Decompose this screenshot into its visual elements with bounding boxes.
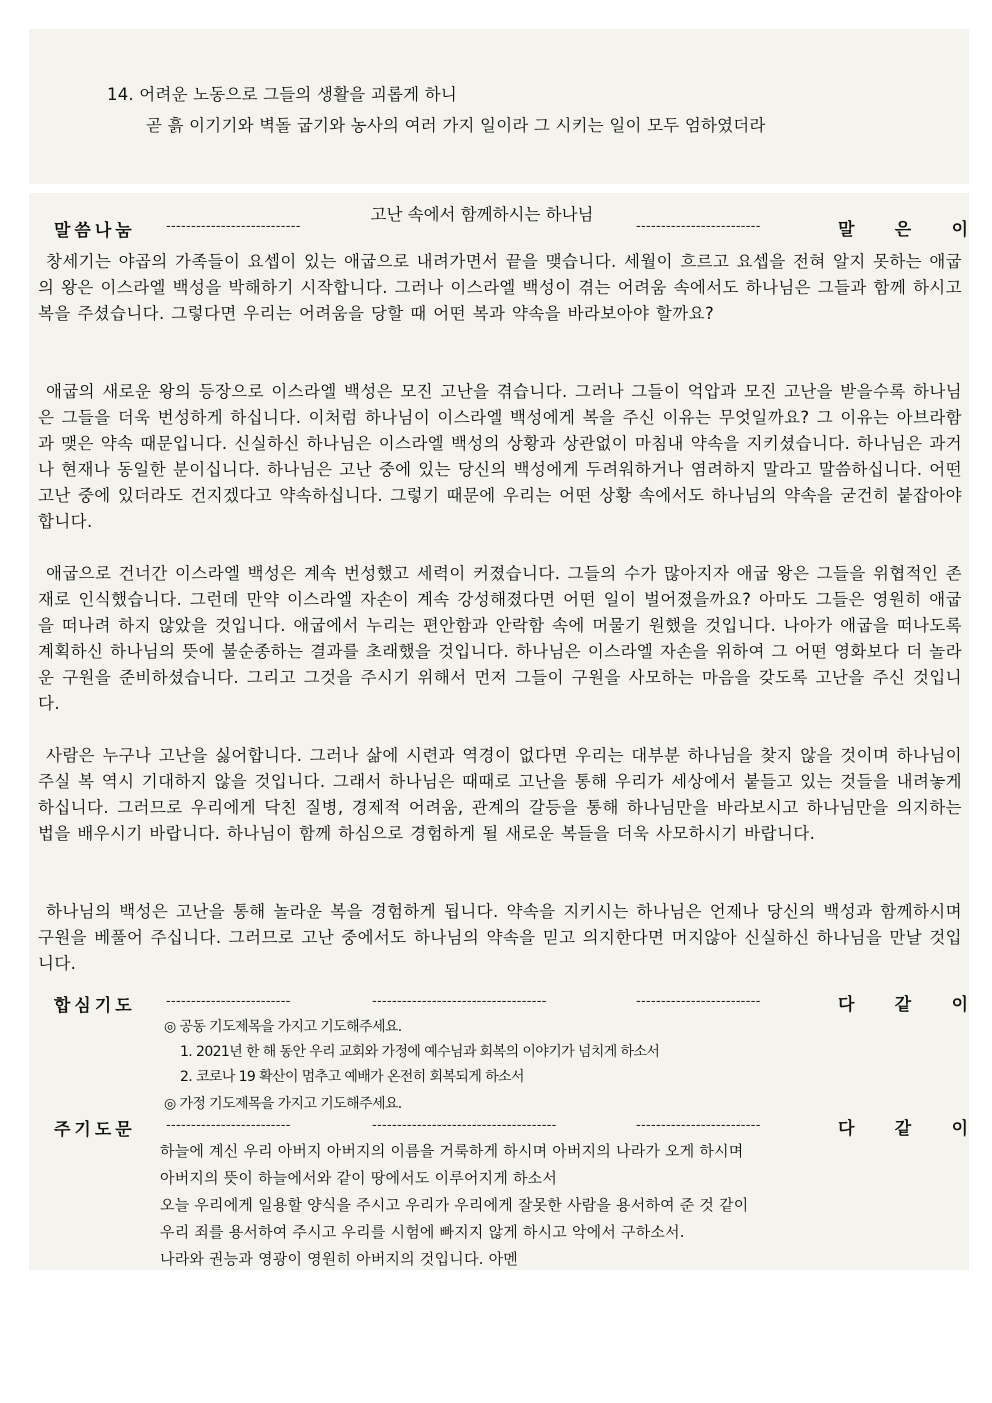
verse-line-1: 14. 어려운 노동으로 그들의 생활을 괴롭게 하니 bbox=[107, 85, 458, 104]
lords-dash-left: ------------------------- bbox=[166, 1118, 291, 1133]
prayer-item: 2. 코로나 19 확산이 멈추고 예배가 온전히 회복되게 하소서 bbox=[180, 1069, 524, 1085]
speaker-char: 은 bbox=[894, 220, 912, 240]
unison-dash-left: ------------------------- bbox=[166, 994, 291, 1009]
speaker-char: 같 bbox=[894, 995, 912, 1015]
sermon-speaker bbox=[838, 215, 968, 240]
sermon-paragraph: 애굽의 새로운 왕의 등장으로 이스라엘 백성은 모진 고난을 겪습니다. 그러나 그들이 억압과 모진 고난을 받을수록 하나님은 그들을 더욱 번성하게 하십니다. 이처럼 하나님이 이스라엘 백성에게 복을 주신 이유는 무엇일까요? 그 이유는 아브라함과 맺은 약속 때문입니다. 신실하신 하나님은 이스라엘 백성의 상황과 상관없이 마침내 약속을 지키셨습니다. 하나님은 과거나 현재나 동일한 분이십니다. 하나님은 고난 중에 있는 당신의 백성에게 두려워하거나 염려하지 말라고 말씀하십니다. 어떤 고난 중에 있더라도 건지겠다고 약속하십니다. 그렇기 때문에 우리는 어떤 상황 속에서도 하나님의 약속을 굳건히 붙잡아야 합니다. bbox=[38, 382, 962, 531]
lords-dash-right: ------------------------- bbox=[636, 1118, 761, 1133]
lords-dash-mid: ------------------------------------- bbox=[372, 1118, 557, 1133]
speaker-char: 이 bbox=[951, 1119, 968, 1139]
lords-prayer-label: 주기도문 bbox=[54, 1120, 136, 1140]
unison-prayer-label: 합심기도 bbox=[54, 996, 136, 1016]
sermon-paragraph: 하나님의 백성은 고난을 통해 놀라운 복을 경험하게 됩니다. 약속을 지키시는 하나님은 언제나 당신의 백성과 함께하시며 구원을 베풀어 주십니다. 그러므로 고난 중에서도 하나님의 약속을 믿고 의지한다면 머지않아 신실하신 하나님을 만날 것입니다. bbox=[38, 902, 962, 973]
speaker-char: 다 bbox=[838, 1119, 855, 1139]
verse-line-2: 곧 흙 이기기와 벽돌 굽기와 농사의 여러 가지 일이라 그 시키는 일이 모두 엄하였더라 bbox=[146, 116, 766, 135]
lords-speaker bbox=[838, 1114, 968, 1139]
lords-prayer-line: 우리 죄를 용서하여 주시고 우리를 시험에 빠지지 않게 하시고 악에서 구하소서. bbox=[160, 1223, 685, 1241]
sermon-dash-right: ------------------------- bbox=[636, 219, 761, 234]
common-prayer-heading: ◎ 공동 기도제목을 가지고 기도해주세요. bbox=[164, 1019, 402, 1035]
unison-dash-right: ------------------------- bbox=[636, 994, 761, 1009]
speaker-char: 다 bbox=[838, 995, 855, 1015]
speaker-char: 이 bbox=[951, 995, 968, 1015]
unison-speaker bbox=[838, 990, 968, 1015]
speaker-char: 같 bbox=[894, 1119, 912, 1139]
speaker-char: 이 bbox=[951, 220, 968, 240]
speaker-char: 말 bbox=[838, 220, 855, 240]
sermon-title: 고난 속에서 함께하시는 하나님 bbox=[370, 205, 594, 224]
sermon-paragraph: 창세기는 야곱의 가족들이 요셉이 있는 애굽으로 내려가면서 끝을 맺습니다. 세월이 흐르고 요셉을 전혀 알지 못하는 애굽의 왕은 이스라엘 백성을 박해하기 시작합니다. 그러나 이스라엘 백성이 겪는 어려움 속에서도 하나님은 그들과 함께 하시고 복을 주셨습니다. 그렇다면 우리는 어려움을 당할 때 어떤 복과 약속을 바라보아야 할까요? bbox=[38, 252, 962, 323]
sermon-dash-left: --------------------------- bbox=[166, 219, 301, 234]
sermon-paragraph: 사람은 누구나 고난을 싫어합니다. 그러나 삶에 시련과 역경이 없다면 우리는 대부분 하나님을 찾지 않을 것이며 하나님이 주실 복 역시 기대하지 않을 것입니다. 그래서 하나님은 때때로 고난을 통해 우리가 세상에서 붙들고 있는 것들을 내려놓게 하십니다. 그러므로 우리에게 닥친 질병, 경제적 어려움, 관계의 갈등을 통해 하나님만을 바라보시고 하나님만을 의지하는 법을 배우시기 바랍니다. 하나님이 함께 하심으로 경험하게 될 새로운 복들을 더욱 사모하시기 바랍니다. bbox=[38, 746, 962, 843]
prayer-item: 1. 2021년 한 해 동안 우리 교회와 가정에 예수님과 회복의 이야기가 넘치게 하소서 bbox=[180, 1044, 660, 1060]
sermon-label: 말씀나눔 bbox=[54, 221, 136, 241]
lords-prayer-line: 아버지의 뜻이 하늘에서와 같이 땅에서도 이루어지게 하소서 bbox=[160, 1169, 558, 1187]
unison-dash-mid: ----------------------------------- bbox=[372, 994, 547, 1009]
lords-prayer-line: 오늘 우리에게 일용할 양식을 주시고 우리가 우리에게 잘못한 사람을 용서하여 준 것 같이 bbox=[160, 1196, 749, 1214]
sermon-paragraph: 애굽으로 건너간 이스라엘 백성은 계속 번성했고 세력이 커졌습니다. 그들의 수가 많아지자 애굽 왕은 그들을 위협적인 존재로 인식했습니다. 그런데 만약 이스라엘 자손이 계속 강성해졌다면 어떤 일이 벌어졌을까요? 아마도 그들은 영원히 애굽을 떠나려 하지 않았을 것입니다. 애굽에서 누리는 편안함과 안락함 속에 머물기 원했을 것입니다. 나아가 애굽을 떠나도록 계획하신 하나님의 뜻에 불순종하는 결과를 초래했을 것입니다. 하나님은 이스라엘 자손을 위하여 그 어떤 영화보다 더 놀라운 구원을 준비하셨습니다. 그리고 그것을 주시기 위해서 먼저 그들이 구원을 사모하는 마음을 갖도록 고난을 주신 것입니다. bbox=[38, 564, 962, 713]
verse-box bbox=[29, 29, 969, 184]
family-prayer-heading: ◎ 가정 기도제목을 가지고 기도해주세요. bbox=[164, 1096, 402, 1112]
lords-prayer-line: 하늘에 계신 우리 아버지 아버지의 이름을 거룩하게 하시며 아버지의 나라가 오게 하시며 bbox=[160, 1142, 744, 1160]
lords-prayer-line: 나라와 권능과 영광이 영원히 아버지의 것입니다. 아멘 bbox=[160, 1250, 518, 1268]
